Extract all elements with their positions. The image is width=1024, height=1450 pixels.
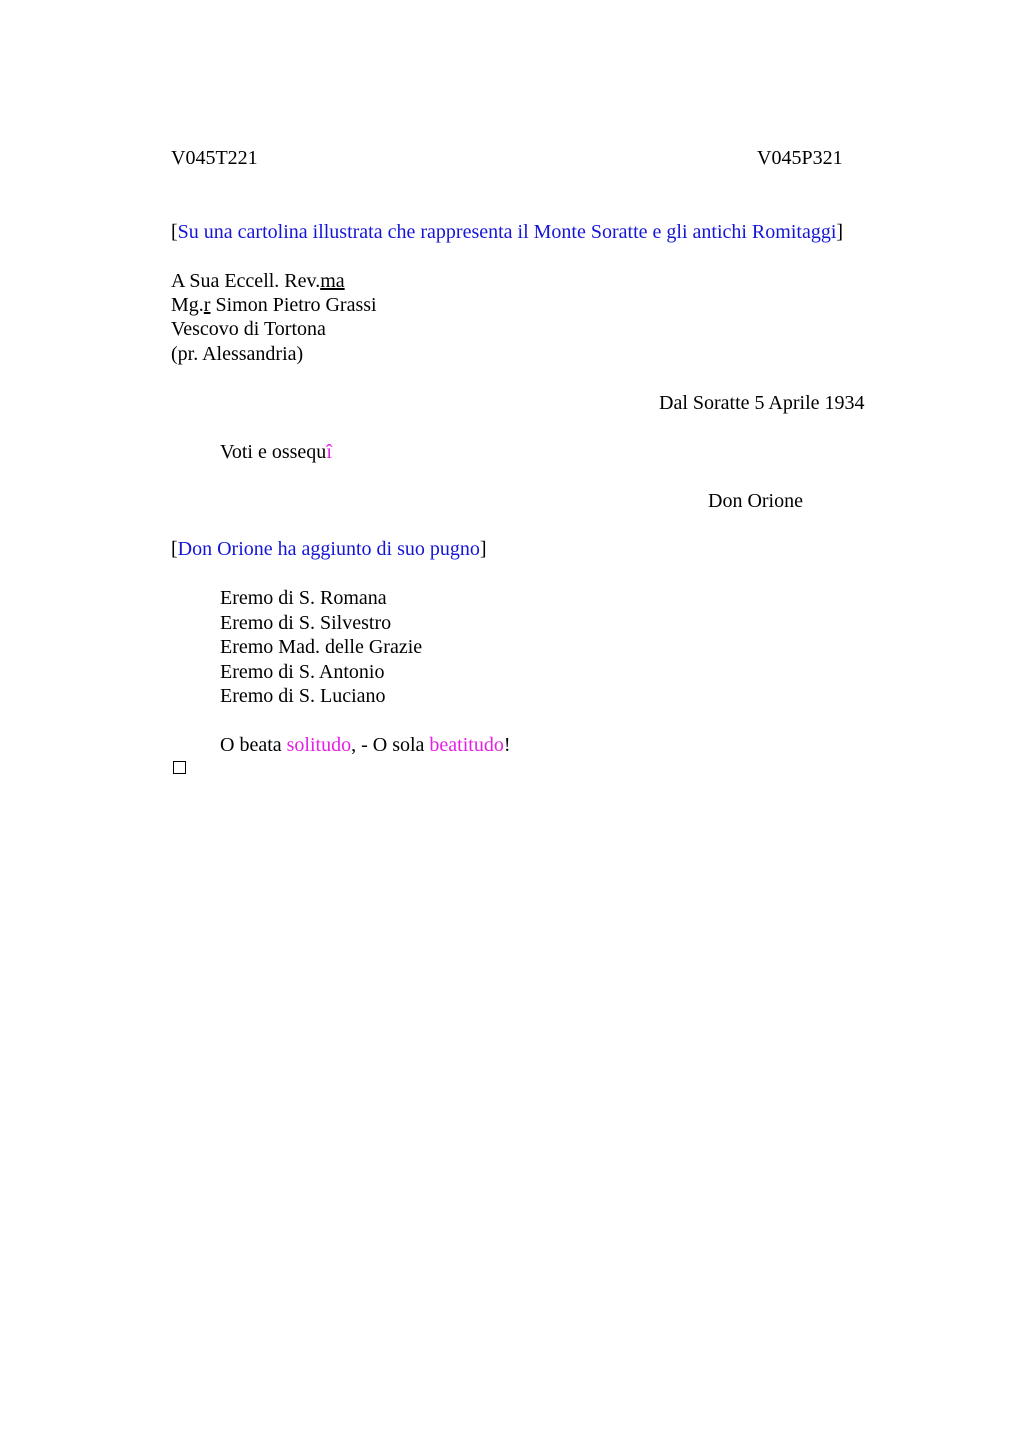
motto (220, 733, 511, 757)
bracket-close: ] (836, 221, 844, 243)
dateline: Dal Soratte 5 Aprile 1934 (659, 392, 865, 414)
address-line-2-abbrev: r (203, 294, 211, 316)
bracket-open: [ (171, 221, 178, 243)
signature: Don Orione (708, 490, 803, 512)
motto-part-2: , - O sola (351, 734, 430, 756)
greeting-text: Voti e ossequ (220, 441, 327, 463)
address-line-3: Vescovo di Tortona (171, 318, 326, 340)
end-marker-box (173, 761, 186, 774)
hermitage-item: Eremo di S. Antonio (220, 661, 385, 683)
address-line-2 (171, 293, 377, 317)
editorial-note-added (171, 537, 487, 561)
bracket-open: [ (171, 538, 178, 560)
document-code-right: V045P321 (757, 147, 843, 169)
editorial-note-text: Su una cartolina illustrata che rappresenta il Monte Soratte e gli antichi Romitaggi (177, 221, 837, 243)
editorial-note-top (171, 220, 843, 244)
motto-word-solitudo: solitudo (286, 734, 352, 756)
hermitage-item: Eremo di S. Silvestro (220, 612, 392, 634)
motto-part-3: ! (503, 734, 511, 756)
editorial-note-added-text: Don Orione ha aggiunto di suo pugno (177, 538, 480, 560)
address-line-1-text: A Sua Eccell. Rev. (171, 270, 321, 292)
address-line-4: (pr. Alessandria) (171, 343, 304, 365)
document-code-left: V045T221 (171, 147, 258, 169)
address-line-1-abbrev: ma (320, 270, 345, 292)
greeting (220, 440, 332, 464)
address-line-1 (171, 269, 345, 293)
hermitage-item: Eremo di S. Romana (220, 587, 387, 609)
motto-word-beatitudo: beatitudo (429, 734, 504, 756)
hermitage-item: Eremo Mad. delle Grazie (220, 636, 423, 658)
hermitage-item: Eremo di S. Luciano (220, 685, 386, 707)
greeting-accent: î (326, 441, 332, 463)
bracket-close: ] (479, 538, 487, 560)
address-line-2-prefix: Mg. (171, 294, 204, 316)
motto-part-1: O beata (220, 734, 287, 756)
address-line-2-name: Simon Pietro Grassi (210, 294, 377, 316)
